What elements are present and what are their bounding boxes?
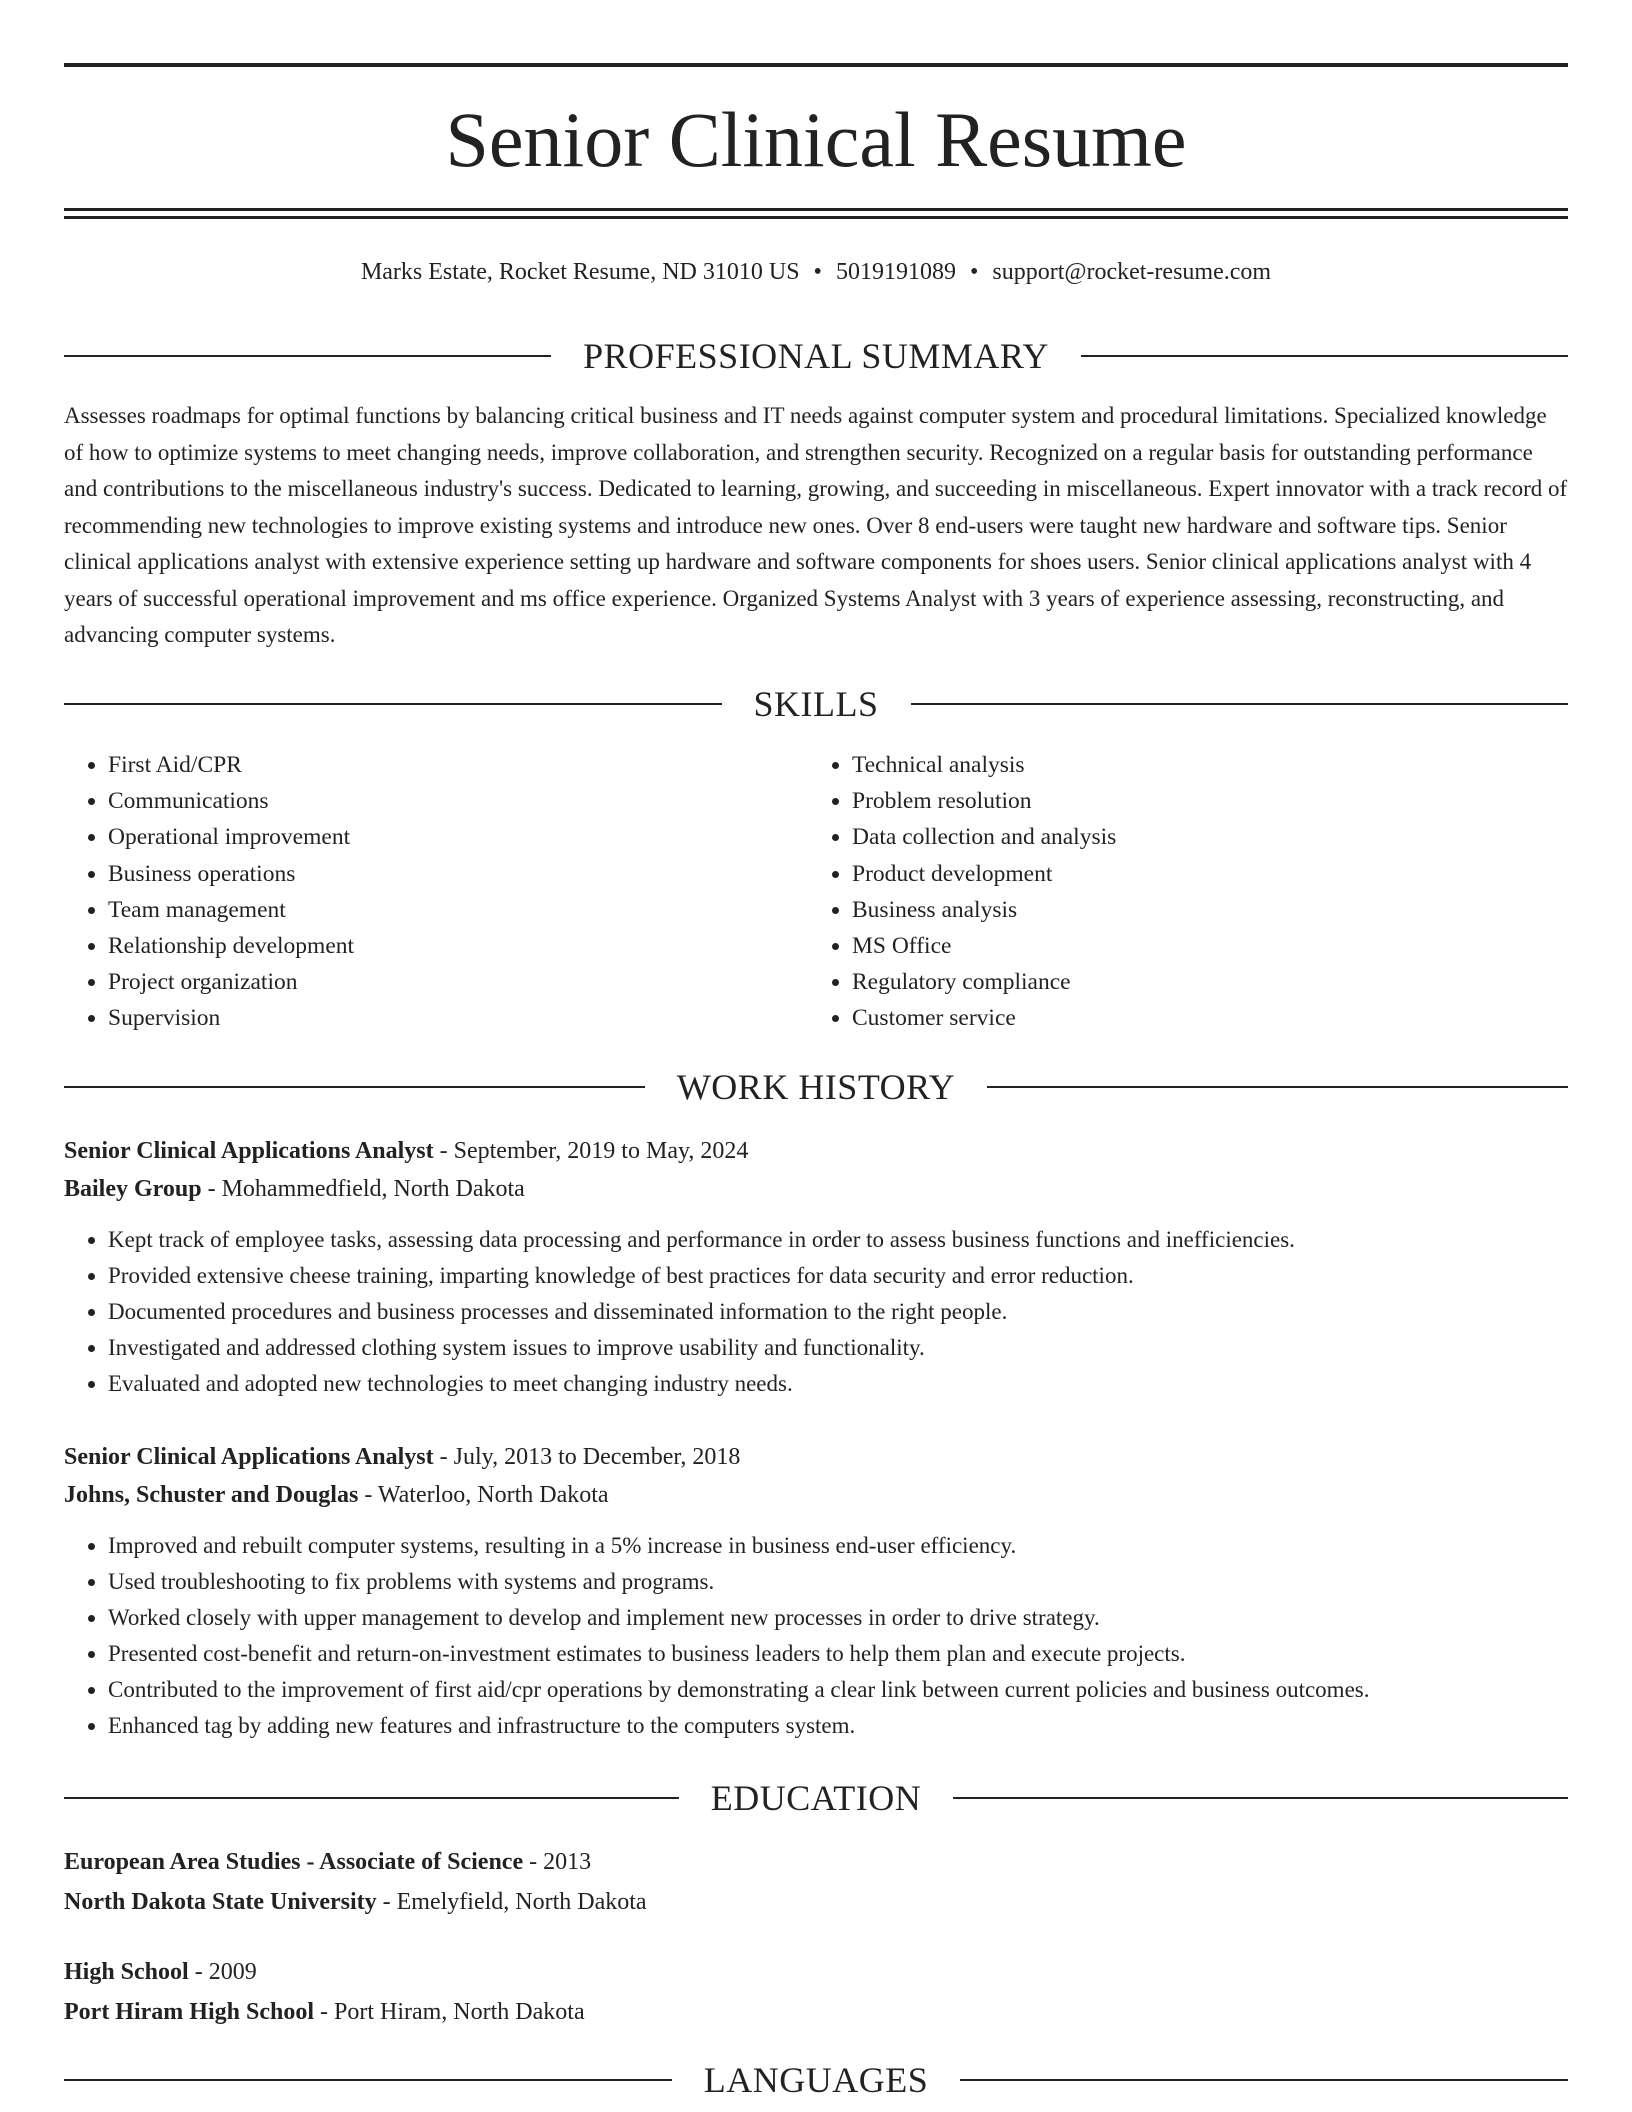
contact-email: support@rocket-resume.com [992,259,1272,285]
job-entry [64,1132,1568,1402]
job-location: - Mohammedfield, North Dakota [201,1176,525,1202]
job-entry [64,1438,1568,1744]
job-bullet: • Worked closely with upper management to develop and implement new processes in order to drive strategy. [108,1600,1568,1636]
contact-address: Marks Estate, Rocket Resume, ND 31010 US [360,259,800,285]
education-location: - Port Hiram, North Dakota [313,1999,585,2025]
job-bullets [64,1222,1568,1402]
job-bullet: • Contributed to the improvement of first aid/cpr operations by demonstrating a clear link between current policies and business outcomes. [108,1672,1568,1708]
skill-item: • Technical analysis [852,747,1550,783]
section-title: SKILLS [753,684,879,724]
heading-rule [1081,355,1568,357]
education-degree: European Area Studies - Associate of Science [64,1849,524,1875]
job-bullet: • Enhanced tag by adding new features and infrastructure to the computers system. [108,1708,1568,1744]
education-entry [64,1952,1568,2032]
job-title: Senior Clinical Applications Analyst [64,1138,434,1164]
skill-item: • Regulatory compliance [852,964,1550,1000]
job-company-line [64,1170,1568,1208]
education-degree-line [64,1842,1568,1882]
education-school: Port Hiram High School [64,1999,314,2025]
contact-separator: • [969,259,979,285]
job-bullet: • Presented cost-benefit and return-on-investment estimates to business leaders to help them plan and execute projects. [108,1636,1568,1672]
education-year: - 2009 [188,1959,257,1985]
skill-item: • Communications [108,783,806,819]
heading-rule [64,1797,679,1799]
skill-item: • Relationship development [108,928,806,964]
education-school: North Dakota State University [64,1889,377,1915]
top-rule [64,63,1568,67]
heading-rule [64,703,722,705]
job-bullet: • Investigated and addressed clothing system issues to improve usability and functionality. [108,1330,1568,1366]
skills-column-left [64,747,806,1037]
heading-rule [64,1086,645,1088]
section-title: EDUCATION [710,1778,922,1818]
education-year: - 2013 [523,1849,592,1875]
skill-item: • MS Office [852,928,1550,964]
job-location: - Waterloo, North Dakota [358,1482,609,1508]
skill-item: • Product development [852,856,1550,892]
job-title: Senior Clinical Applications Analyst [64,1444,434,1470]
title-rule-upper [64,208,1568,211]
skill-item: • Customer service [852,1000,1550,1036]
job-title-line [64,1132,1568,1170]
section-title: LANGUAGES [703,2060,929,2100]
heading-rule [960,2079,1568,2081]
skill-item: • Operational improvement [108,819,806,855]
skill-item: • Business analysis [852,892,1550,928]
skill-item: • Team management [108,892,806,928]
heading-rule [953,1797,1568,1799]
skills-list [64,747,1568,1037]
job-bullet: • Improved and rebuilt computer systems, resulting in a 5% increase in business end-user efficiency. [108,1528,1568,1564]
skill-item: • Business operations [108,856,806,892]
contact-separator: • [813,259,822,285]
job-dates: - September, 2019 to May, 2024 [433,1138,749,1164]
job-bullet: • Documented procedures and business processes and disseminated information to the right people. [108,1294,1568,1330]
section-heading-work [64,1065,1568,1109]
job-bullet: • Evaluated and adopted new technologies to meet changing industry needs. [108,1366,1568,1402]
job-bullet: • Kept track of employee tasks, assessing data processing and performance in order to assess business functions and inefficiencies. [108,1222,1568,1258]
title-rule-lower [64,216,1568,219]
heading-rule [64,2079,672,2081]
section-heading-summary [64,334,1568,378]
section-title: WORK HISTORY [676,1067,956,1107]
job-company: Johns, Schuster and Douglas [64,1482,359,1508]
education-school-line [64,1882,1568,1922]
education-degree-line [64,1952,1568,1992]
skill-item: • Problem resolution [852,783,1550,819]
heading-rule [64,355,551,357]
contact-phone: 5019191089 [835,259,956,285]
section-heading-skills [64,682,1568,726]
skill-item: • Supervision [108,1000,806,1036]
skill-item: • Project organization [108,964,806,1000]
job-bullet: • Provided extensive cheese training, imparting knowledge of best practices for data security and error reduction. [108,1258,1568,1294]
heading-rule [987,1086,1568,1088]
job-company: Bailey Group [64,1176,202,1202]
page-title: Senior Clinical Resume [445,96,1187,183]
job-bullet: • Used troubleshooting to fix problems with systems and programs. [108,1564,1568,1600]
education-degree: High School [64,1959,189,1985]
education-entry [64,1842,1568,1922]
skills-column-right [806,747,1550,1037]
contact-line [64,254,1568,290]
skill-item: • First Aid/CPR [108,747,806,783]
skill-item: • Data collection and analysis [852,819,1550,855]
education-school-line [64,1992,1568,2032]
section-title: PROFESSIONAL SUMMARY [583,336,1049,376]
job-title-line [64,1438,1568,1476]
section-heading-languages [64,2058,1568,2102]
job-dates: - July, 2013 to December, 2018 [433,1444,741,1470]
summary-text: Assesses roadmaps for optimal functions by balancing critical business and IT needs against computer system and procedural limitations. Specialized knowledge of how to optimize systems to meet changing needs, improve collaboration, and strengthen security. Recognized on a regular basis for outstanding performance and contributions to the miscellaneous industry's success. Dedicated to learning, growing, and succeeding in miscellaneous. Expert innovator with a track record of recommending new technologies to improve existing systems and introduce new ones. Over 8 end-users were taught new hardware and software tips. Senior clinical applications analyst with extensive experience setting up hardware and software components for shoes users. Senior clinical applications analyst with 4 years of successful operational improvement and ms office experience. Organized Systems Analyst with 3 years of experience assessing, reconstructing, and advancing computer systems. [64,403,1568,647]
heading-rule [911,703,1569,705]
education-location: - Emelyfield, North Dakota [376,1889,647,1915]
section-heading-education [64,1776,1568,1820]
job-company-line [64,1476,1568,1514]
job-bullets [64,1528,1568,1744]
